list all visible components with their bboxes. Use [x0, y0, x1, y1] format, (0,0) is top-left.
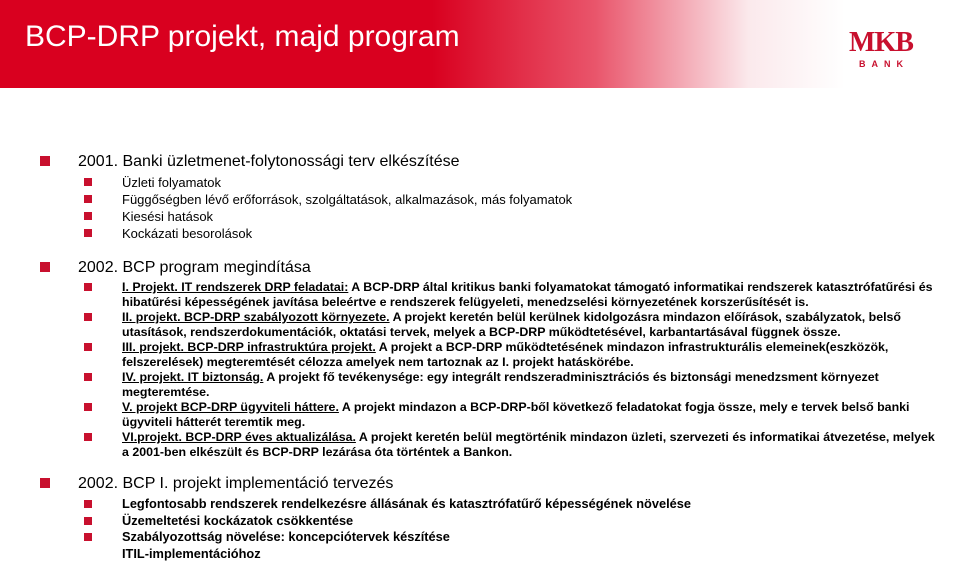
section-heading-text: 2002. BCP I. projekt implementáció tervezés	[78, 475, 394, 492]
square-bullet-icon	[40, 262, 50, 272]
section-list	[40, 280, 940, 459]
list-item	[40, 400, 940, 429]
logo-mark: MKB	[849, 27, 913, 58]
square-bullet-icon	[84, 403, 92, 411]
item-rest: A BCP-DRP által kritikus banki folyamatokat támogató informatikai rendszerek katasztrófatűrési és hibatűrési képességének javítása beleértve e rendszerek felügyeleti, menedzselési környezetének korszerűsítését is.	[122, 280, 933, 309]
list-item	[40, 225, 940, 242]
list-item	[40, 529, 940, 546]
slide-content	[40, 150, 940, 562]
list-item	[40, 546, 940, 563]
square-bullet-icon	[84, 433, 92, 441]
square-bullet-icon	[84, 212, 92, 220]
bank-logo	[848, 28, 914, 78]
square-bullet-icon	[84, 178, 92, 186]
list-item-text: Kiesési hatások	[122, 209, 214, 224]
item-lead: IV. projekt. IT biztonság.	[122, 370, 264, 384]
square-bullet-icon	[84, 229, 92, 237]
list-item-text: Szabályozottság növelése: koncepciótervek készítése	[122, 529, 450, 544]
square-bullet-icon	[84, 500, 92, 508]
section-heading-text: 2001. Banki üzletmenet-folytonossági terv elkészítése	[78, 153, 460, 170]
square-bullet-icon	[84, 343, 92, 351]
list-item-text: Legfontosabb rendszerek rendelkezésre állásának és katasztrófatűrő képességének növelése	[122, 496, 692, 511]
square-bullet-icon	[84, 283, 92, 291]
square-bullet-icon	[40, 478, 50, 488]
item-rest: A projekt keretén belül megtörténik mindazon üzleti, szervezeti és informatikai átvezetése, melyek a 2001-ben elkészült és BCP-DRP lezárása óta történtek a Bankon.	[122, 430, 935, 459]
section-heading	[40, 256, 940, 280]
list-item-text: Üzleti folyamatok	[122, 175, 221, 190]
item-lead: VI.projekt. BCP-DRP éves aktualizálása.	[122, 430, 356, 444]
item-lead: I. Projekt. IT rendszerek DRP feladatai:	[122, 280, 349, 294]
list-item	[40, 513, 940, 530]
list-item	[40, 208, 940, 225]
list-item	[40, 191, 940, 208]
square-bullet-icon	[84, 373, 92, 381]
logo-sub: BANK	[859, 59, 909, 69]
list-item-text: Függőségben lévő erőforrások, szolgáltatások, alkalmazások, más folyamatok	[122, 192, 573, 207]
list-item	[40, 310, 940, 339]
item-lead: III. projekt. BCP-DRP infrastruktúra projekt.	[122, 340, 376, 354]
square-bullet-icon	[84, 313, 92, 321]
section-list	[40, 496, 940, 562]
slide-title: BCP-DRP projekt, majd program	[25, 20, 460, 53]
section-heading-text: 2002. BCP program megindítása	[78, 259, 311, 276]
item-rest: A projekt a BCP-DRP működtetésének mindazon infrastrukturális elemeinek(eszközök, felszerelések) megteremtését célozza amelyek nem tartoznak az I. projekt hatáskörébe.	[122, 340, 889, 369]
section-list	[40, 174, 940, 242]
square-bullet-icon	[84, 533, 92, 541]
list-item-text: Kockázati besorolások	[122, 226, 253, 241]
list-item-text: ITIL-implementációhoz	[122, 545, 261, 561]
item-rest: A projekt fő tevékenysége: egy integrált rendszeradminisztrációs és biztonsági menedzsment környezet megteremtése.	[122, 370, 879, 399]
item-rest: A projekt keretén belül kerülnek kidolgozásra mindazon előírások, szabályzatok, belső utasítások, rendszerdokumentációk, oktatási tervek, melyek a BCP-DRP működtetésével, karbantartásával függnek össze.	[122, 310, 901, 339]
list-item	[40, 496, 940, 513]
list-item	[40, 280, 940, 309]
square-bullet-icon	[84, 517, 92, 525]
list-item-text: Üzemeltetési kockázatok csökkentése	[122, 512, 354, 528]
list-item	[40, 370, 940, 399]
item-rest: A projekt mindazon a BCP-DRP-ből következő feladatokat fogja össze, mely e tervek belső banki ügyviteli hátterét teremtik meg.	[122, 400, 910, 429]
square-bullet-icon	[40, 156, 50, 166]
item-lead: II. projekt. BCP-DRP szabályozott környezete.	[122, 310, 390, 324]
item-lead: V. projekt BCP-DRP ügyviteli háttere.	[122, 400, 339, 414]
section-heading	[40, 472, 940, 496]
section-heading	[40, 150, 940, 174]
list-item	[40, 340, 940, 369]
list-item	[40, 174, 940, 191]
square-bullet-icon	[84, 195, 92, 203]
list-item	[40, 430, 940, 459]
